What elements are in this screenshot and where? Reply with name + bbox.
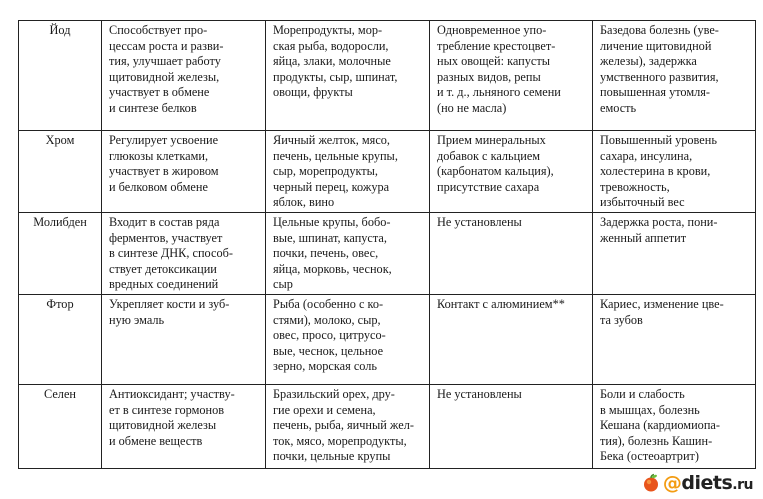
cell-line: сахара, инсулина, [600,148,693,163]
site-watermark [639,471,757,495]
function-cell [102,384,266,468]
cell-line: добавок с кальцием [437,148,541,163]
sources-cell [266,384,430,468]
cell-line: овес, просо, цитрусо- [273,328,386,343]
cell-line: умственного развития, [600,69,719,84]
table-row [19,384,756,468]
cell-line: вые, шпинат, капуста, [273,230,387,245]
cell-line: в синтезе ДНК, способ- [109,246,233,261]
cell-line: присутствие сахара [437,179,540,194]
cell-line: холестерина в крови, [600,164,711,179]
element-name-cell: Хром [19,131,102,213]
cell-line: ская рыба, водоросли, [273,38,389,53]
cell-line: цессам роста и разви- [109,38,224,53]
table-body [19,21,756,469]
cell-line: Контакт с алюминием** [437,296,565,311]
table-row [19,212,756,294]
function-cell [102,21,266,131]
cell-line: участвует в жировом [109,164,219,179]
factors-cell [430,294,593,384]
table-row [19,21,756,131]
cell-line: почки, печень, овес, [273,246,379,261]
deficiency-cell [593,294,756,384]
factors-cell [430,131,593,213]
factors-cell [430,384,593,468]
cell-line: ствует детоксикации [109,261,217,276]
cell-line: избыточный вес [600,195,685,210]
factors-cell [430,212,593,294]
nutrient-table [18,20,756,469]
cell-line: и белковом обмене [109,179,208,194]
cell-line: зерно, морская соль [273,359,378,374]
cell-line: Базедова болезнь (уве- [600,23,719,37]
cell-line: Задержка роста, пони- [600,214,718,229]
watermark-at: @ [662,472,682,494]
element-name-cell: Йод [19,21,102,131]
cell-line: личение щитовидной [600,38,712,53]
cell-line: Способствует про- [109,23,208,37]
function-cell [102,212,266,294]
cell-line: Морепродукты, мор- [273,23,383,37]
cell-line: ных овощей: капусты [437,54,550,69]
cell-line: тия), болезнь Кашин- [600,433,713,448]
cell-line: черный перец, кожура [273,179,390,194]
cell-line: участвует в обмене [109,85,210,100]
watermark-name: diets [681,472,733,494]
cell-line: и т. д., льняного семени [437,85,561,100]
element-name-cell: Молибден [19,212,102,294]
watermark-tld: .ru [732,477,753,493]
cell-line: Кариес, изменение цве- [600,296,724,311]
cell-line: железы), задержка [600,54,697,69]
table-row [19,294,756,384]
cell-line: щитовидной железы [109,418,217,433]
sources-cell [266,131,430,213]
cell-line: Прием минеральных [437,133,546,147]
cell-line: Яичный желток, мясо, [273,133,390,147]
cell-line: вые, чеснок, цельное [273,343,384,358]
cell-line: стями), молоко, сыр, [273,312,381,327]
apple-logo-icon [641,473,661,493]
function-cell [102,131,266,213]
cell-line: почки, цельные крупы [273,449,391,464]
cell-line: (карбонатом кальция), [437,164,554,179]
cell-line: тия, улучшает работу [109,54,221,69]
cell-line: глюкозы клетками, [109,148,209,163]
cell-line: Боли и слабость [600,386,685,401]
cell-line: сыр, морепродукты, [273,164,379,179]
cell-line: щитовидной железы, [109,69,220,84]
deficiency-cell [593,131,756,213]
cell-line: Не установлены [437,214,522,229]
cell-line: овощи, фрукты [273,85,353,100]
cell-line: Укрепляет кости и зуб- [109,296,230,311]
cell-line: сыр [273,277,293,292]
cell-line: и обмене веществ [109,433,203,448]
cell-line: Рыба (особенно с ко- [273,296,384,311]
deficiency-cell [593,212,756,294]
table-row [19,131,756,213]
cell-line: вредных соединений [109,277,219,292]
cell-line: Повышенный уровень [600,133,717,147]
factors-cell [430,21,593,131]
cell-line: Одновременное упо- [437,23,547,37]
cell-line: печень, цельные крупы, [273,148,398,163]
sources-cell [266,294,430,384]
cell-line: Цельные крупы, бобо- [273,214,391,229]
cell-line: емость [600,100,637,115]
element-name-cell: Фтор [19,294,102,384]
sources-cell [266,212,430,294]
element-name-cell: Селен [19,384,102,468]
cell-line: требление крестоцвет- [437,38,556,53]
cell-line: печень, рыба, яичный жел- [273,418,414,433]
cell-line: яйца, злаки, молочные [273,54,391,69]
cell-line: тревожность, [600,179,670,194]
sources-cell [266,21,430,131]
cell-line: ет в синтезе гормонов [109,402,225,417]
cell-line: Бразильский орех, дру- [273,386,395,401]
cell-line: яйца, морковь, чеснок, [273,261,392,276]
cell-line: продукты, сыр, шпинат, [273,69,398,84]
cell-line: и синтезе белков [109,100,197,115]
watermark-text [663,472,753,494]
cell-line: ную эмаль [109,312,165,327]
cell-line: женный аппетит [600,230,687,245]
cell-line: ток, мясо, морепродукты, [273,433,407,448]
cell-line: Регулирует усвоение [109,133,219,147]
cell-line: Входит в состав ряда [109,214,220,229]
cell-line: повышенная утомля- [600,85,711,100]
cell-line: гие орехи и семена, [273,402,376,417]
deficiency-cell [593,21,756,131]
cell-line: Кешана (кардиомиопа- [600,418,720,433]
deficiency-cell [593,384,756,468]
cell-line: разных видов, репы [437,69,541,84]
cell-line: ферментов, участвует [109,230,223,245]
cell-line: яблок, вино [273,195,335,210]
cell-line: в мышцах, болезнь [600,402,700,417]
cell-line: Не установлены [437,386,522,401]
function-cell [102,294,266,384]
cell-line: (но не масла) [437,100,507,115]
cell-line: та зубов [600,312,643,327]
cell-line: Бека (остеоартрит) [600,449,699,464]
cell-line: Антиоксидант; участву- [109,386,235,401]
